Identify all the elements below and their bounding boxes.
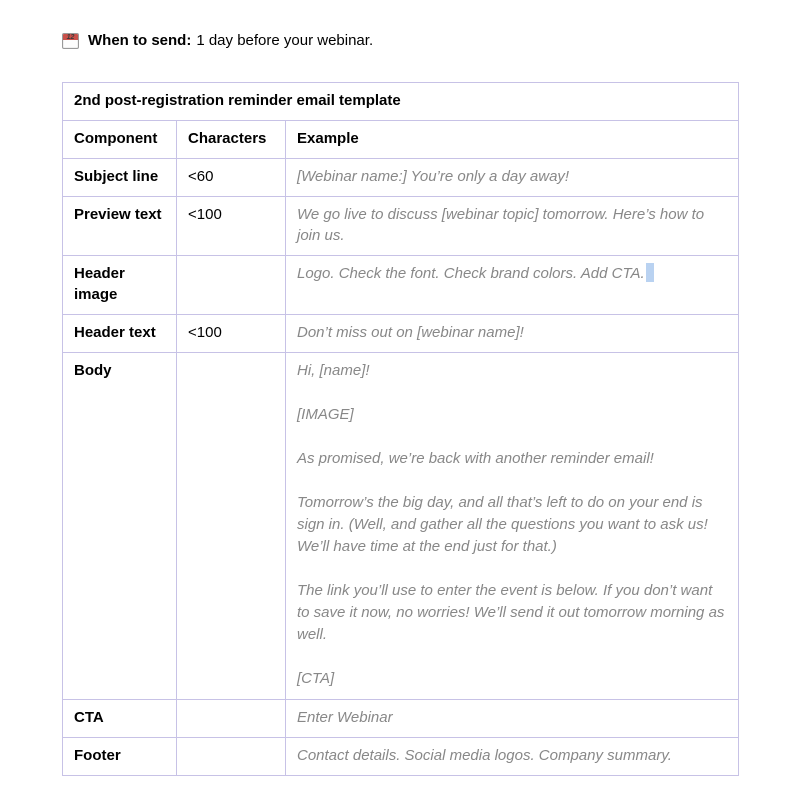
table-title: 2nd post-registration reminder email template bbox=[63, 83, 739, 121]
body-paragraph: As promised, we’re back with another reminder email! bbox=[297, 450, 654, 467]
characters-cell: <60 bbox=[177, 159, 286, 197]
table-row-preview-text bbox=[63, 197, 739, 256]
body-paragraph: Hi, [name]! bbox=[297, 362, 370, 379]
example-text: Logo. Check the font. Check brand colors. Add CTA. bbox=[297, 265, 645, 282]
body-paragraph: The link you’ll use to enter the event is below. If you don’t want to save it now, no worries! We’ll send it out tomorrow morning as well. bbox=[297, 582, 725, 643]
text-selection-highlight bbox=[646, 263, 654, 282]
characters-cell bbox=[177, 738, 286, 776]
column-header-example: Example bbox=[286, 121, 739, 159]
example-cell bbox=[286, 256, 739, 315]
table-row-cta bbox=[63, 700, 739, 738]
table-row-subject-line bbox=[63, 159, 739, 197]
characters-cell bbox=[177, 700, 286, 738]
column-header-characters: Characters bbox=[177, 121, 286, 159]
table-row-footer bbox=[63, 738, 739, 776]
component-cell: Footer bbox=[63, 738, 177, 776]
example-cell: Enter Webinar bbox=[286, 700, 739, 738]
example-cell: [Webinar name:] You’re only a day away! bbox=[286, 159, 739, 197]
example-cell bbox=[286, 353, 739, 700]
email-template-table bbox=[62, 82, 739, 776]
body-paragraph: [CTA] bbox=[297, 670, 335, 687]
example-cell: Don’t miss out on [webinar name]! bbox=[286, 315, 739, 353]
calendar-icon bbox=[62, 33, 79, 49]
column-header-component: Component bbox=[63, 121, 177, 159]
component-cell: Preview text bbox=[63, 197, 177, 256]
body-paragraph: Tomorrow’s the big day, and all that’s left to do on your end is sign in. (Well, and gather all the questions you want to ask us! We’ll have time at the end just for that.) bbox=[297, 494, 708, 555]
when-to-send-note bbox=[62, 30, 738, 52]
component-cell: Body bbox=[63, 353, 177, 700]
note-label: When to send: bbox=[88, 32, 192, 49]
component-cell: Header text bbox=[63, 315, 177, 353]
table-row-body bbox=[63, 353, 739, 700]
component-cell: Header image bbox=[63, 256, 177, 315]
component-cell: Subject line bbox=[63, 159, 177, 197]
table-title-row bbox=[63, 83, 739, 121]
characters-cell bbox=[177, 256, 286, 315]
note-text: 1 day before your webinar. bbox=[196, 32, 374, 49]
table-header-row bbox=[63, 121, 739, 159]
characters-cell: <100 bbox=[177, 197, 286, 256]
characters-cell: <100 bbox=[177, 315, 286, 353]
example-cell: Contact details. Social media logos. Company summary. bbox=[286, 738, 739, 776]
table-row-header-text bbox=[63, 315, 739, 353]
component-cell: CTA bbox=[63, 700, 177, 738]
characters-cell bbox=[177, 353, 286, 700]
example-cell: We go live to discuss [webinar topic] tomorrow. Here’s how to join us. bbox=[286, 197, 739, 256]
body-paragraph: [IMAGE] bbox=[297, 406, 354, 423]
table-row-header-image bbox=[63, 256, 739, 315]
calendar-icon-day: 12 bbox=[66, 34, 75, 41]
